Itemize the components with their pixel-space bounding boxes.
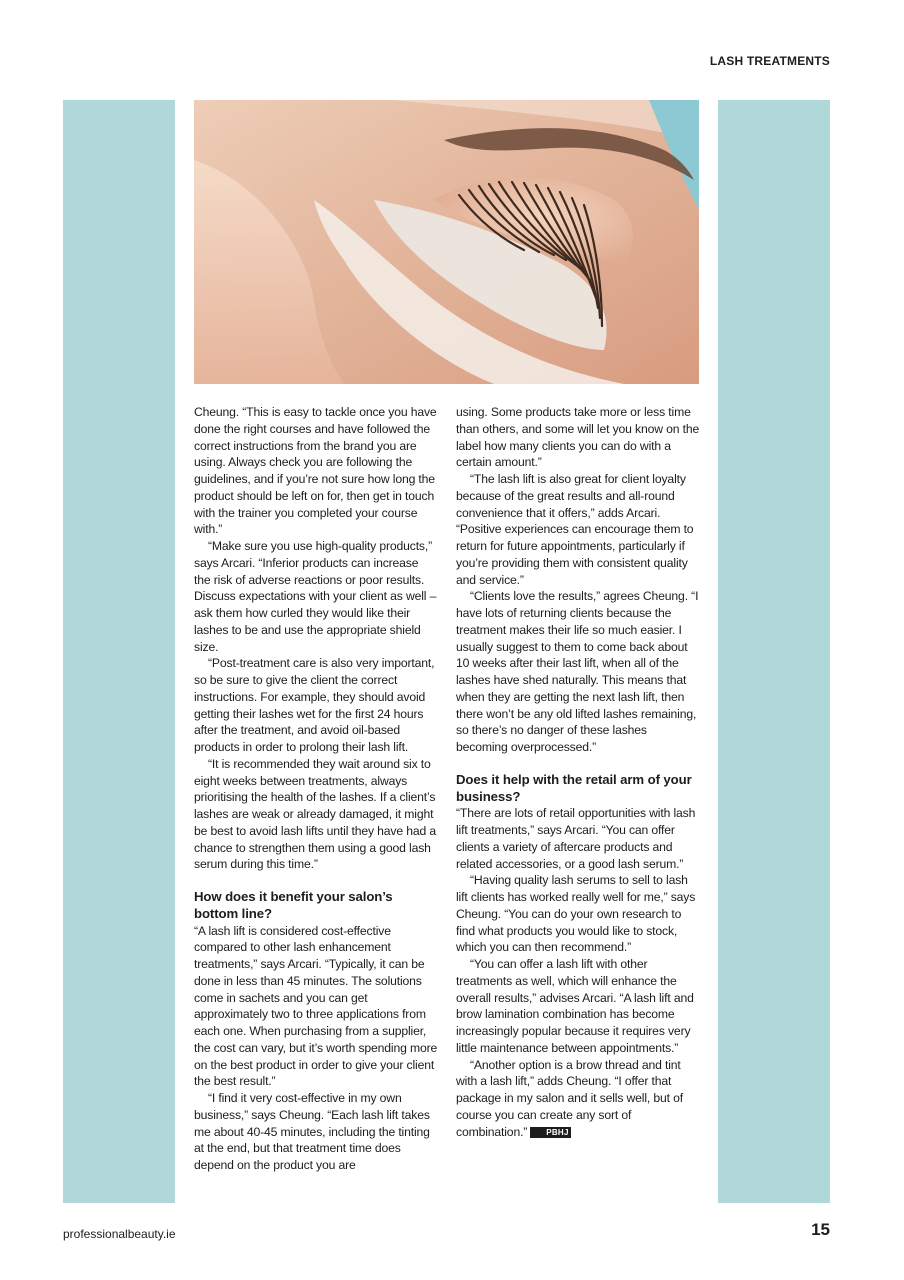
subheading: How does it benefit your salon’s bottom line? xyxy=(194,889,393,921)
section-label: LASH TREATMENTS xyxy=(709,54,830,68)
paragraph: Cheung. “This is easy to tackle once you have done the right courses and have followed the correct instructions from the brand you are using. Always check you are following the guidelines, and if you’re not sure how long the product should be left on for, then get in touch with the trainer you completed your course with.” xyxy=(194,405,437,537)
paragraph: “The lash lift is also great for client loyalty because of the great results and all-round convenience that it offers,” adds Arcari. “Positive experiences can encourage them to return for future appointments, particularly if you’re providing them with consistent quality and service.” xyxy=(456,472,694,587)
footer-website: professionalbeauty.ie xyxy=(63,1227,176,1241)
article-column-left xyxy=(194,404,438,1174)
paragraph: “Having quality lash serums to sell to lash lift clients has worked really well for me,” says Cheung. “You can do your own research to find what products you would like to stock, which you can then recommend.” xyxy=(456,873,696,955)
article-column-right xyxy=(456,404,700,1140)
paragraph-final xyxy=(456,1057,700,1141)
paragraph: “Post-treatment care is also very important, so be sure to give the client the correct instructions. For example, they should avoid getting their lashes wet for the first 24 hours after the treatment, and avoid oil-based products in order to prolong their lash lift. xyxy=(194,656,435,754)
accent-bar-right xyxy=(718,100,830,1203)
lash-lift-photo xyxy=(194,100,699,384)
author-end-tag: PBHJ xyxy=(530,1127,571,1138)
subheading: Does it help with the retail arm of your business? xyxy=(456,771,692,804)
paragraph: “Make sure you use high-quality products,” says Arcari. “Inferior products can increase the risk of adverse reactions or poor results. Discuss expectations with your client as well – ask them how curled they would like their lashes to be and use the appropriate shield size. xyxy=(194,539,437,654)
paragraph: “There are lots of retail opportunities with lash lift treatments,” says Arcari. “You can offer clients a variety of aftercare products and related accessories, or a good lash serum.” xyxy=(456,806,696,871)
paragraph: “I find it very cost-effective in my own business,” says Cheung. “Each lash lift takes me about 40-45 minutes, including the tinting at the end, but that treatment time does depend on the product you are xyxy=(194,1091,430,1172)
page-number: 15 xyxy=(811,1220,830,1239)
paragraph: “Clients love the results,” agrees Cheung. “I have lots of returning clients because the treatment makes their life so much easier. I usually suggest to them to come back about 10 weeks after their last lift, when all of the lashes have shed naturally. This means that when they are getting the next lash lift, then there won’t be any old lifted lashes remaining, so there’s no danger of these lashes becoming overprocessed.” xyxy=(456,589,699,754)
paragraph-final-text: “Another option is a brow thread and tint with a lash lift,” adds Cheung. “I offer that package in my salon and it sells well, but of course you can create any sort of combination.” xyxy=(456,1057,683,1139)
accent-bar-left xyxy=(63,100,175,1203)
paragraph: using. Some products take more or less time than others, and some will let you know on the label how many clients you can do with a certain amount.” xyxy=(456,405,700,470)
paragraph: “You can offer a lash lift with other treatments as well, which will enhance the overall results,” advises Arcari. “A lash lift and brow lamination combination has become increasingly popular because it requires very little maintenance between appointments.” xyxy=(456,957,694,1055)
paragraph: “It is recommended they wait around six to eight weeks between treatments, always prioritising the health of the lashes. If a client’s lashes are weak or already damaged, it might be best to avoid lash lifts until they have had a chance to strengthen them using a good lash serum during this time.” xyxy=(194,756,436,872)
paragraph: “A lash lift is considered cost-effective compared to other lash enhancement treatments,” says Arcari. “Typically, it can be done in less than 45 minutes. The solutions come in sachets and you can get approximately two to three applications from each one. When purchasing from a supplier, the cost can vary, but it’s worth spending more on the best product in order to give your client the best result.” xyxy=(194,923,438,1089)
